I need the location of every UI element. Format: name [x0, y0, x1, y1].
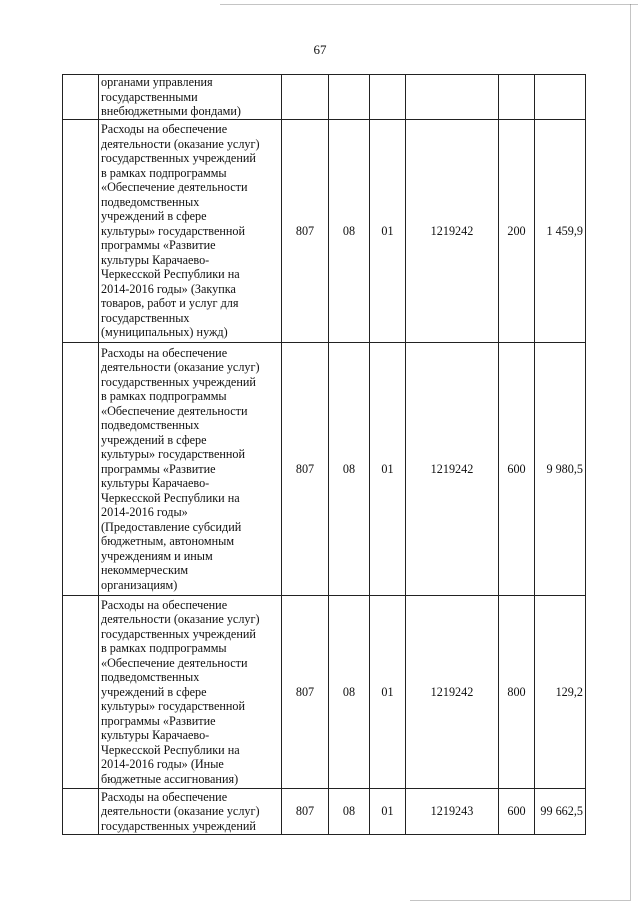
- subsection-code-cell: 01: [370, 343, 406, 596]
- table-row: [63, 789, 586, 835]
- row-number-cell: [63, 120, 99, 343]
- ministry-code-cell: 807: [282, 789, 329, 835]
- scan-edge-line-right: [630, 4, 631, 901]
- table-row: [63, 75, 586, 120]
- page-number: 67: [313, 42, 327, 57]
- table-row: [63, 343, 586, 596]
- amount-cell: [535, 75, 586, 120]
- expense-name-cell: Расходы на обеспечение деятельности (оказание услуг) государственных учреждений в рамках подпрограммы «Обеспечение деятельности подведомственных учреждений в сфере культуры» государственной программы «Развитие культуры Карачаево- Черкесской Республики на 2014-2016 годы» (Закупка товаров, работ и услуг для государственных (муниципальных) нужд): [99, 120, 282, 343]
- amount-cell: 99 662,5: [535, 789, 586, 835]
- expense-type-cell: 600: [499, 343, 535, 596]
- row-number-cell: [63, 75, 99, 120]
- amount-cell: 1 459,9: [535, 120, 586, 343]
- table-row: [63, 596, 586, 789]
- ministry-code-cell: [282, 75, 329, 120]
- expense-name-cell: органами управления государственными внебюджетными фондами): [99, 75, 282, 120]
- amount-cell: 129,2: [535, 596, 586, 789]
- ministry-code-cell: 807: [282, 343, 329, 596]
- subsection-code-cell: 01: [370, 789, 406, 835]
- target-article-cell: 1219242: [406, 596, 499, 789]
- scan-edge-line-top: [220, 4, 638, 5]
- subsection-code-cell: [370, 75, 406, 120]
- row-number-cell: [63, 789, 99, 835]
- expense-type-cell: [499, 75, 535, 120]
- expense-name-cell: Расходы на обеспечение деятельности (оказание услуг) государственных учреждений: [99, 789, 282, 835]
- section-code-cell: 08: [329, 596, 370, 789]
- section-code-cell: [329, 75, 370, 120]
- expense-type-cell: 200: [499, 120, 535, 343]
- target-article-cell: 1219242: [406, 120, 499, 343]
- table-row: [63, 120, 586, 343]
- expense-type-cell: 800: [499, 596, 535, 789]
- budget-table: [62, 74, 586, 835]
- section-code-cell: 08: [329, 120, 370, 343]
- target-article-cell: [406, 75, 499, 120]
- target-article-cell: 1219242: [406, 343, 499, 596]
- row-number-cell: [63, 343, 99, 596]
- ministry-code-cell: 807: [282, 120, 329, 343]
- section-code-cell: 08: [329, 789, 370, 835]
- ministry-code-cell: 807: [282, 596, 329, 789]
- row-number-cell: [63, 596, 99, 789]
- expense-name-cell: Расходы на обеспечение деятельности (оказание услуг) государственных учреждений в рамках подпрограммы «Обеспечение деятельности подведомственных учреждений в сфере культуры» государственной программы «Развитие культуры Карачаево- Черкесской Республики на 2014-2016 годы» (Иные бюджетные ассигнования): [99, 596, 282, 789]
- target-article-cell: 1219243: [406, 789, 499, 835]
- subsection-code-cell: 01: [370, 596, 406, 789]
- amount-cell: 9 980,5: [535, 343, 586, 596]
- expense-type-cell: 600: [499, 789, 535, 835]
- scan-edge-line-bottom: [410, 900, 630, 901]
- expense-name-cell: Расходы на обеспечение деятельности (оказание услуг) государственных учреждений в рамках подпрограммы «Обеспечение деятельности подведомственных учреждений в сфере культуры» государственной программы «Развитие культуры Карачаево- Черкесской Республики на 2014-2016 годы» (Предоставление субсидий бюджетным, автономным учреждениям и иным некоммерческим организациям): [99, 343, 282, 596]
- section-code-cell: 08: [329, 343, 370, 596]
- subsection-code-cell: 01: [370, 120, 406, 343]
